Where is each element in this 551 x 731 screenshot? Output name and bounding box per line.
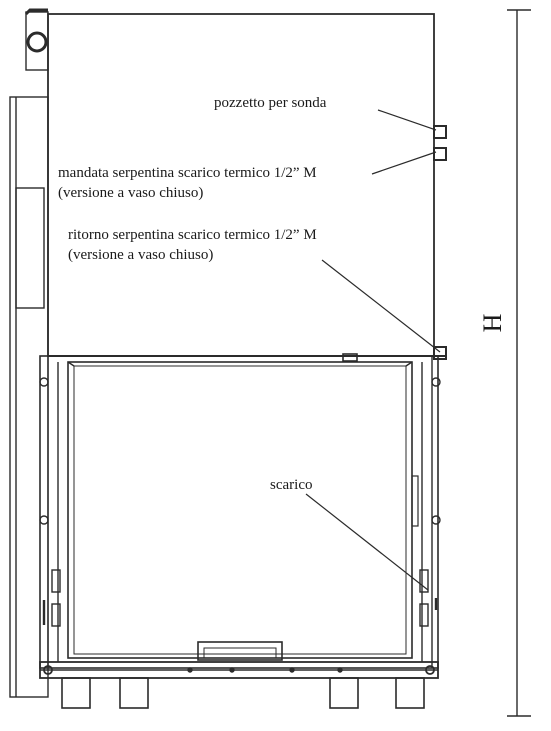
foot-1 [62,678,90,708]
leader-coil-supply [372,152,436,174]
foot-4 [396,678,424,708]
door-frame [68,362,412,658]
label-coil-supply-line2: (versione a vaso chiuso) [58,185,204,201]
door-inner-frame [74,366,406,654]
base-dot-1 [188,668,192,672]
label-probe-well: pozzetto per sonda [214,95,327,111]
base-dot-2 [230,668,234,672]
left-side-bracket [16,188,44,308]
coil-supply-fitting [434,148,446,160]
leader-probe-well [378,110,436,130]
left-bolt-bottom [40,516,48,524]
right-handle-plate [412,476,418,526]
left-bolt-top [40,378,48,386]
base-dot-3 [290,668,294,672]
left-hinge-lower [52,604,60,626]
probe-well-fitting [434,126,446,138]
label-coil-supply-line1: mandata serpentina scarico termico 1/2” M [58,165,317,181]
leader-coil-return [322,260,440,352]
label-coil-return-line2: (versione a vaso chiuso) [68,247,214,263]
left-hinge-upper [52,570,60,592]
label-drain: scarico [270,477,313,493]
label-coil-return-line1: ritorno serpentina scarico termico 1/2” M [68,227,317,243]
lower-body [40,356,438,668]
foot-2 [120,678,148,708]
right-hinge-lower [420,604,428,626]
leader-drain [306,494,428,590]
base-dot-4 [338,668,342,672]
top-knob [28,33,46,51]
label-height: H [478,313,507,333]
foot-3 [330,678,358,708]
bottom-handle-grip [204,648,276,658]
